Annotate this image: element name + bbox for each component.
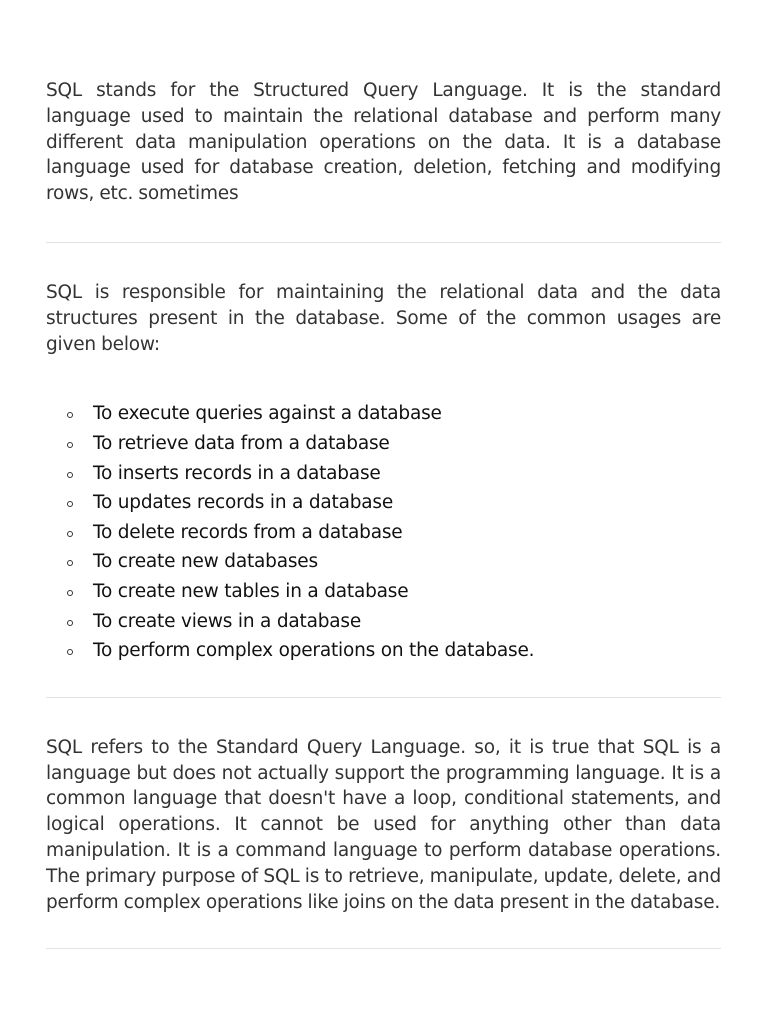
list-item-text: To inserts records in a database [93, 462, 381, 484]
article-body [46, 78, 721, 949]
bullet-icon [67, 620, 73, 626]
section-divider [46, 948, 721, 949]
bullet-icon [67, 590, 73, 596]
list-item [46, 459, 721, 489]
list-item-text: To create new databases [93, 551, 318, 573]
bullet-icon [67, 649, 73, 655]
usage-paragraph: SQL is responsible for maintaining the relational data and the data structures present in the database. Some of the common usages are given below: [46, 281, 721, 355]
list-item [46, 577, 721, 607]
list-item [46, 547, 721, 577]
bullet-icon [67, 412, 73, 418]
list-item [46, 488, 721, 518]
list-item [46, 429, 721, 459]
usage-list [46, 399, 721, 665]
bullet-icon [67, 472, 73, 478]
list-item [46, 636, 721, 666]
list-item-text: To execute queries against a database [93, 403, 442, 425]
list-item [46, 607, 721, 637]
list-item-text: To retrieve data from a database [93, 432, 390, 454]
section-divider [46, 242, 721, 243]
list-item-text: To updates records in a database [93, 492, 394, 514]
bullet-icon [67, 560, 73, 566]
bullet-icon [67, 442, 73, 448]
intro-paragraph: SQL stands for the Structured Query Language. It is the standard language used to maintain the relational database and perform many different data manipulation operations on the data. It is a database language used for database creation, deletion, fetching and modifying rows, etc. sometimes [46, 80, 721, 205]
list-item-text: To delete records from a database [93, 521, 403, 543]
bullet-icon [67, 531, 73, 537]
bullet-icon [67, 501, 73, 507]
list-item [46, 518, 721, 548]
closing-paragraph: SQL refers to the Standard Query Language. so, it is true that SQL is a language but does not actually support the programming language. It is a common language that doesn't have a loop, conditional statements, and logical operations. It cannot be used for anything other than data manipulation. It is a command language to perform database operations. The primary purpose of SQL is to retrieve, manipulate, update, delete, and perform complex operations like joins on the data present in the database. [46, 736, 721, 913]
section-divider [46, 697, 721, 698]
list-item-text: To create views in a database [93, 610, 362, 632]
list-item-text: To create new tables in a database [93, 580, 409, 602]
list-item [46, 399, 721, 429]
list-item-text: To perform complex operations on the database. [93, 640, 535, 662]
